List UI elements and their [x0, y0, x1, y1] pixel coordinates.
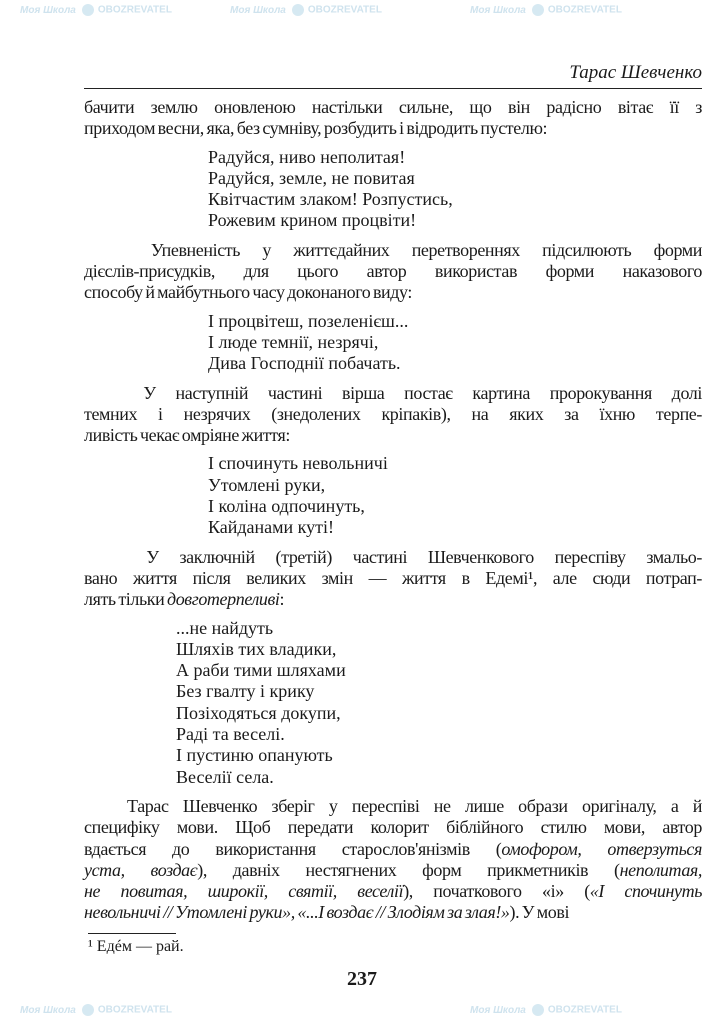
text-line: У заключній (третій) частині Шевченкового переспіву змальо- — [84, 546, 702, 567]
footnote: ¹ Едéм — рай. — [88, 938, 184, 955]
verse-line: Дива Господнії побачать. — [208, 353, 401, 374]
verse-line: Веселії села. — [176, 766, 274, 787]
page-body — [84, 97, 702, 931]
text-line: темних і незрячих (знедолених кріпаків), на яких за їхню терпе- — [84, 403, 702, 424]
text-line: дієслів-присудків, для цього автор використав форми наказового — [84, 261, 702, 282]
header-title: Тарас Шевченко — [569, 62, 702, 83]
text-line: вано життя після великих змін — життя в Едемі¹, але сюди потрап- — [84, 567, 702, 588]
verse-line: Квітчастим злаком! Розпустись, — [208, 189, 453, 210]
text-line: способу й майбутнього часу доконаного виду: — [84, 282, 412, 303]
verse-line: Рожевим крином процвіти! — [208, 210, 417, 231]
verse-line: І процвітеш, позеленієш... — [208, 310, 409, 331]
paragraph — [84, 547, 702, 611]
text-line: невольничі // Утомлені руки», «...І воздає // Злодіям за злая!»). У мові — [84, 902, 570, 923]
watermark-logo: Моя Школа OBOZREVATEL — [20, 1004, 172, 1016]
watermark-logo: Моя Школа OBOZREVATEL — [20, 4, 172, 16]
text-line: У наступній частині вірша постає картина пророкування долі — [84, 382, 702, 403]
text-line: уста, воздає), давніх нестягнених форм прикметників (неполитая, — [84, 859, 702, 880]
paragraph — [84, 97, 702, 140]
verse-line: Радуйся, ниво неполитая! — [208, 146, 406, 167]
text-line: приходом весни, яка, без сумніву, розбудить і відродить пустелю: — [84, 118, 548, 139]
footnote-divider — [88, 933, 176, 934]
verse-line: Позіходяться докупи, — [176, 702, 341, 723]
poem-quote — [208, 311, 702, 375]
verse-line: Шляхів тих владики, — [176, 638, 337, 659]
poem-quote — [176, 618, 702, 788]
watermark-logo: Моя Школа OBOZREVATEL — [470, 4, 622, 16]
verse-line: І спочинуть невольничі — [208, 453, 388, 474]
verse-line: І люде темнії, незрячі, — [208, 331, 379, 352]
verse-line: Без гвалту і крику — [176, 681, 315, 702]
verse-line: І пустиню опанують — [176, 745, 333, 766]
poem-quote — [208, 453, 702, 538]
verse-line: Кайданами куті! — [208, 517, 335, 538]
paragraph — [84, 796, 702, 924]
verse-line: ...не найдуть — [176, 617, 274, 638]
watermark-logo: Моя Школа OBOZREVATEL — [230, 4, 382, 16]
verse-line: Радуйся, земле, не повитая — [208, 167, 415, 188]
text-line: Упевненість у життєдайних перетвореннях підсилюють форми — [84, 239, 702, 260]
text-line: бачити землю оновленою настільки сильне, що він радісно вітає її з — [84, 97, 702, 117]
verse-line: А раби тими шляхами — [176, 660, 346, 681]
paragraph — [84, 240, 702, 304]
verse-line: Раді та веселі. — [176, 724, 285, 745]
text-line: вдається до використання старослов'янізмів (омофором, отверзуться — [84, 838, 702, 859]
text-line: специфіку мови. Щоб передати колорит біблійного стилю мови, автор — [84, 817, 702, 838]
text-line: Тарас Шевченко зберіг у переспіві не лише образи оригіналу, а й — [84, 795, 702, 816]
paragraph — [84, 383, 702, 447]
verse-line: І коліна одпочинуть, — [208, 496, 365, 517]
watermark-logo: Моя Школа OBOZREVATEL — [470, 1004, 622, 1016]
verse-line: Утомлені руки, — [208, 474, 326, 495]
page-number: 237 — [347, 968, 377, 990]
text-line: лять тільки довготерпеливі: — [84, 589, 285, 610]
text-line: не повитая, широкії, святії, веселії), початкового «і» («І спочинуть — [84, 881, 702, 902]
poem-quote — [208, 147, 702, 232]
running-header — [84, 58, 702, 89]
text-line: ливість чекає омріяне життя: — [84, 425, 291, 446]
